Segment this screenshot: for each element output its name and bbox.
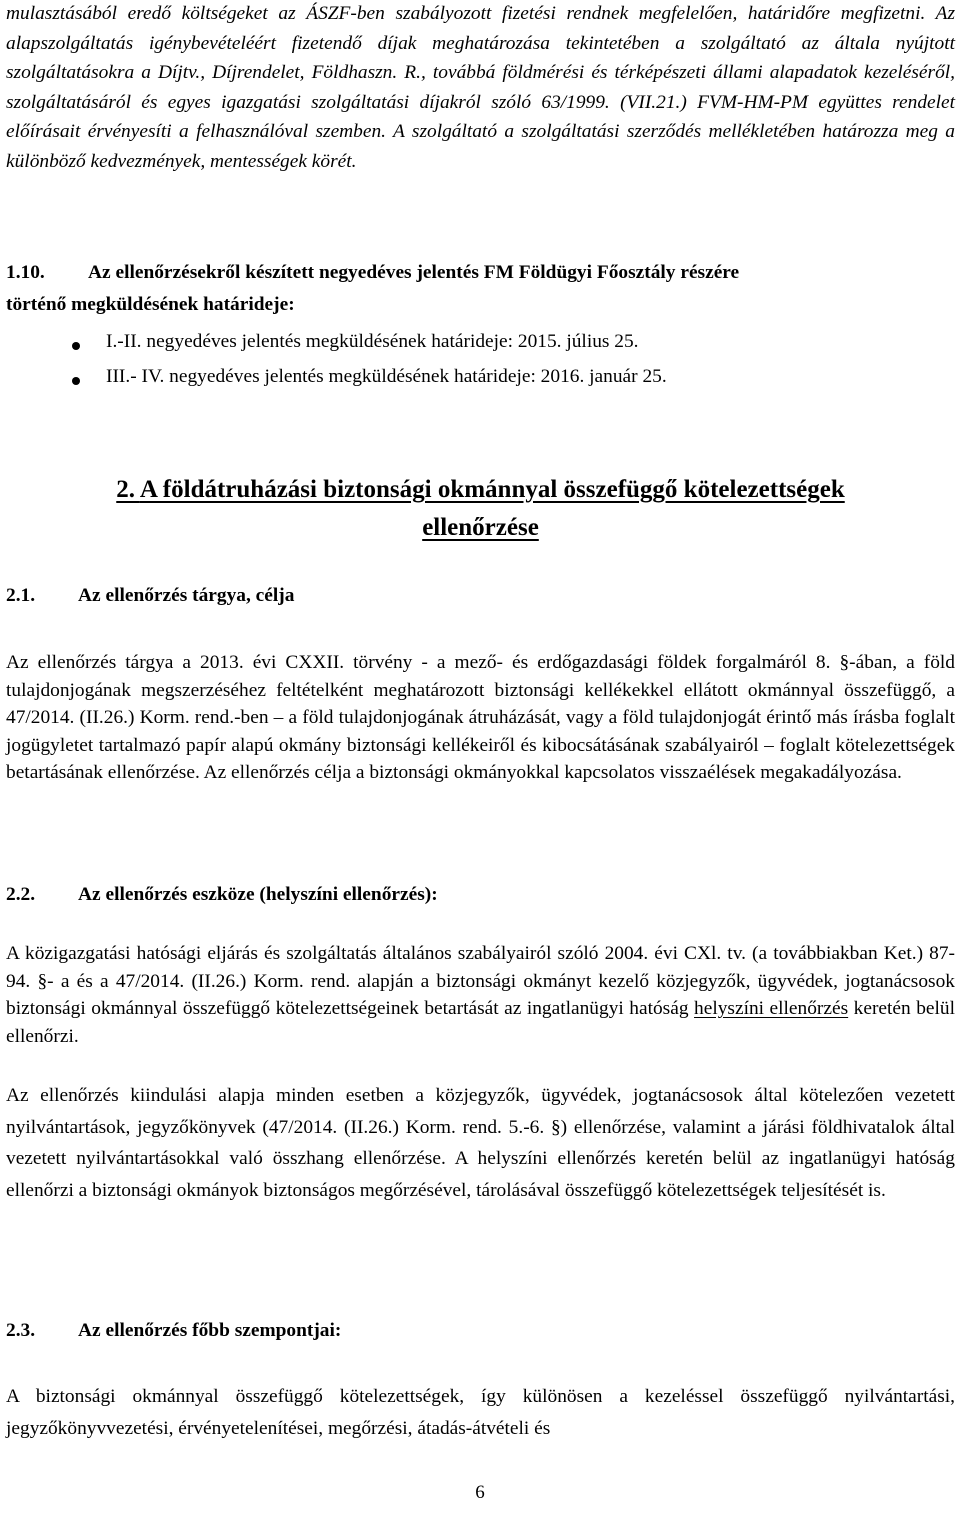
intro-sentence-1: mulasztásából eredő költségeket az ÁSZF-ben szabályozott fizetési rendnek megfelelően, határidőre megfizetni. — [6, 3, 926, 24]
intro-sentence-2: Az alapszolgáltatás igénybevételéért fizetendő díjak meghatározása tekintetében a szolgáltató az általa nyújtott szolgáltatásokra a Díjtv., Díjrendelet, Földhaszn. R., továbbá földmérési és térképészeti állami alapadatok kezeléséről, szolgáltatásáról és egyes igazgatási szolgáltatási díjakról szóló 63/1999. (VII.21.) FVM-HM-PM együttes rendelet előírásait érvényesíti a felhasználóval szemben. — [6, 3, 955, 142]
section-number: 2.1. — [6, 585, 36, 606]
chapter-2-title-cont — [6, 507, 955, 548]
section-number: 2.3. — [6, 1320, 36, 1341]
list-item-text: III.- IV. negyedéves jelentés megküldésének határideje: 2016. január 25. — [106, 366, 667, 387]
chapter-title-line1: A földátruházási biztonsági okmánnyal összefüggő kötelezettségek — [139, 476, 845, 503]
section-title: Az ellenőrzés eszköze (helyszíni ellenőrzés): — [78, 884, 438, 905]
section-2-1-heading — [6, 585, 294, 607]
section-2-2-heading — [6, 884, 438, 906]
paragraph-text: keretén belül ellenőrzi. — [6, 998, 955, 1047]
section-2-3-heading — [6, 1320, 341, 1342]
section-1-10-heading-cont — [6, 294, 295, 316]
section-title: Az ellenőrzés főbb szempontjai: — [78, 1320, 342, 1341]
section-2-2-paragraph-2 — [6, 1080, 955, 1206]
chapter-title-line2: ellenőrzése — [422, 514, 539, 541]
section-number: 1.10. — [6, 262, 45, 283]
intro-paragraph — [6, 0, 955, 176]
paragraph-text: Az ellenőrzés tárgya a 2013. évi CXXII. törvény - a mező- és erdőgazdasági földek forgalmáról 8. §-ában, a föld tulajdonjogának megszerzéséhez feltételként meghatározott biztonsági kellékekkel ellátott okmánnyal összefüggő, a 47/2014. (II.26.) Korm. rend.-ben – a föld tulajdonjogának átruházását, vagy a föld tulajdonjogát érintő más írásba foglalt jogügyletet tartalmazó papír alapú okmány biztonsági kellékeiről és kibocsátásának szabályairól – foglalt kötelezettségek betartásának ellenőrzése. Az ellenőrzés célja a biztonsági okmányokkal kapcsolatos visszaélések megakadályozása. — [6, 652, 955, 784]
paragraph-text: A biztonsági okmánnyal összefüggő kötelezettségek, így különösen a kezeléssel összefüggő nyilvántartási, jegyzőkönyvvezetési, érvényetelenítései, megőrzési, átadás-átvételi és — [6, 1386, 955, 1439]
bullet-icon — [72, 342, 80, 350]
bullet-icon — [72, 377, 80, 385]
section-1-10-heading — [6, 262, 739, 284]
section-title-line2: történő megküldésének határideje: — [6, 294, 295, 315]
chapter-number: 2. — [116, 476, 135, 503]
chapter-2-title — [6, 469, 955, 510]
intro-sentence-3: A szolgáltató a szolgáltatási szerződés mellékletében határozza meg a különböző kedvezmények, mentességek körét. — [6, 121, 955, 172]
section-number: 2.2. — [6, 884, 36, 905]
section-2-1-paragraph — [6, 649, 955, 787]
list-item-text: I.-II. negyedéves jelentés megküldésének határideje: 2015. július 25. — [106, 331, 639, 352]
section-title-line1: Az ellenőrzésekről készített negyedéves jelentés FM Földügyi Főosztály részére — [88, 262, 740, 283]
underlined-term: helyszíni ellenőrzés — [694, 998, 849, 1020]
page-number: 6 — [475, 1482, 485, 1503]
section-2-2-paragraph-1 — [6, 940, 955, 1050]
paragraph-text: Az ellenőrzés kiindulási alapja minden esetben a közjegyzők, ügyvédek, jogtanácsosok által kötelezően vezetett nyilvántartások, jegyzőkönyvek (47/2014. (II.26.) Korm. rend. 5.-6. §) ellenőrzése, valamint a járási földhivatalok által vezetett nyilvántartásokkal való összhang ellenőrzése. A helyszíni ellenőrzés keretén belül az ingatlanügyi hatóság ellenőrzi a biztonsági okmányok biztonságos megőrzésével, tárolásával összefüggő kötelezettségek teljesítését is. — [6, 1085, 955, 1201]
section-2-3-paragraph — [6, 1381, 955, 1444]
section-title: Az ellenőrzés tárgya, célja — [78, 585, 295, 606]
paragraph-text: A közigazgatási hatósági eljárás és szolgáltatás általános szabályairól szóló 2004. évi CXl. tv. (a továbbiakban Ket.) 87-94. §- a és a 47/2014. (II.26.) Korm. rend. alapján a biztonsági okmányt kezelő közjegyzők, ügyvédek, jogtanácsosok biztonsági okmánnyal összefüggő kötelezettségeinek betartását az ingatlanügyi hatóság — [6, 943, 955, 1020]
